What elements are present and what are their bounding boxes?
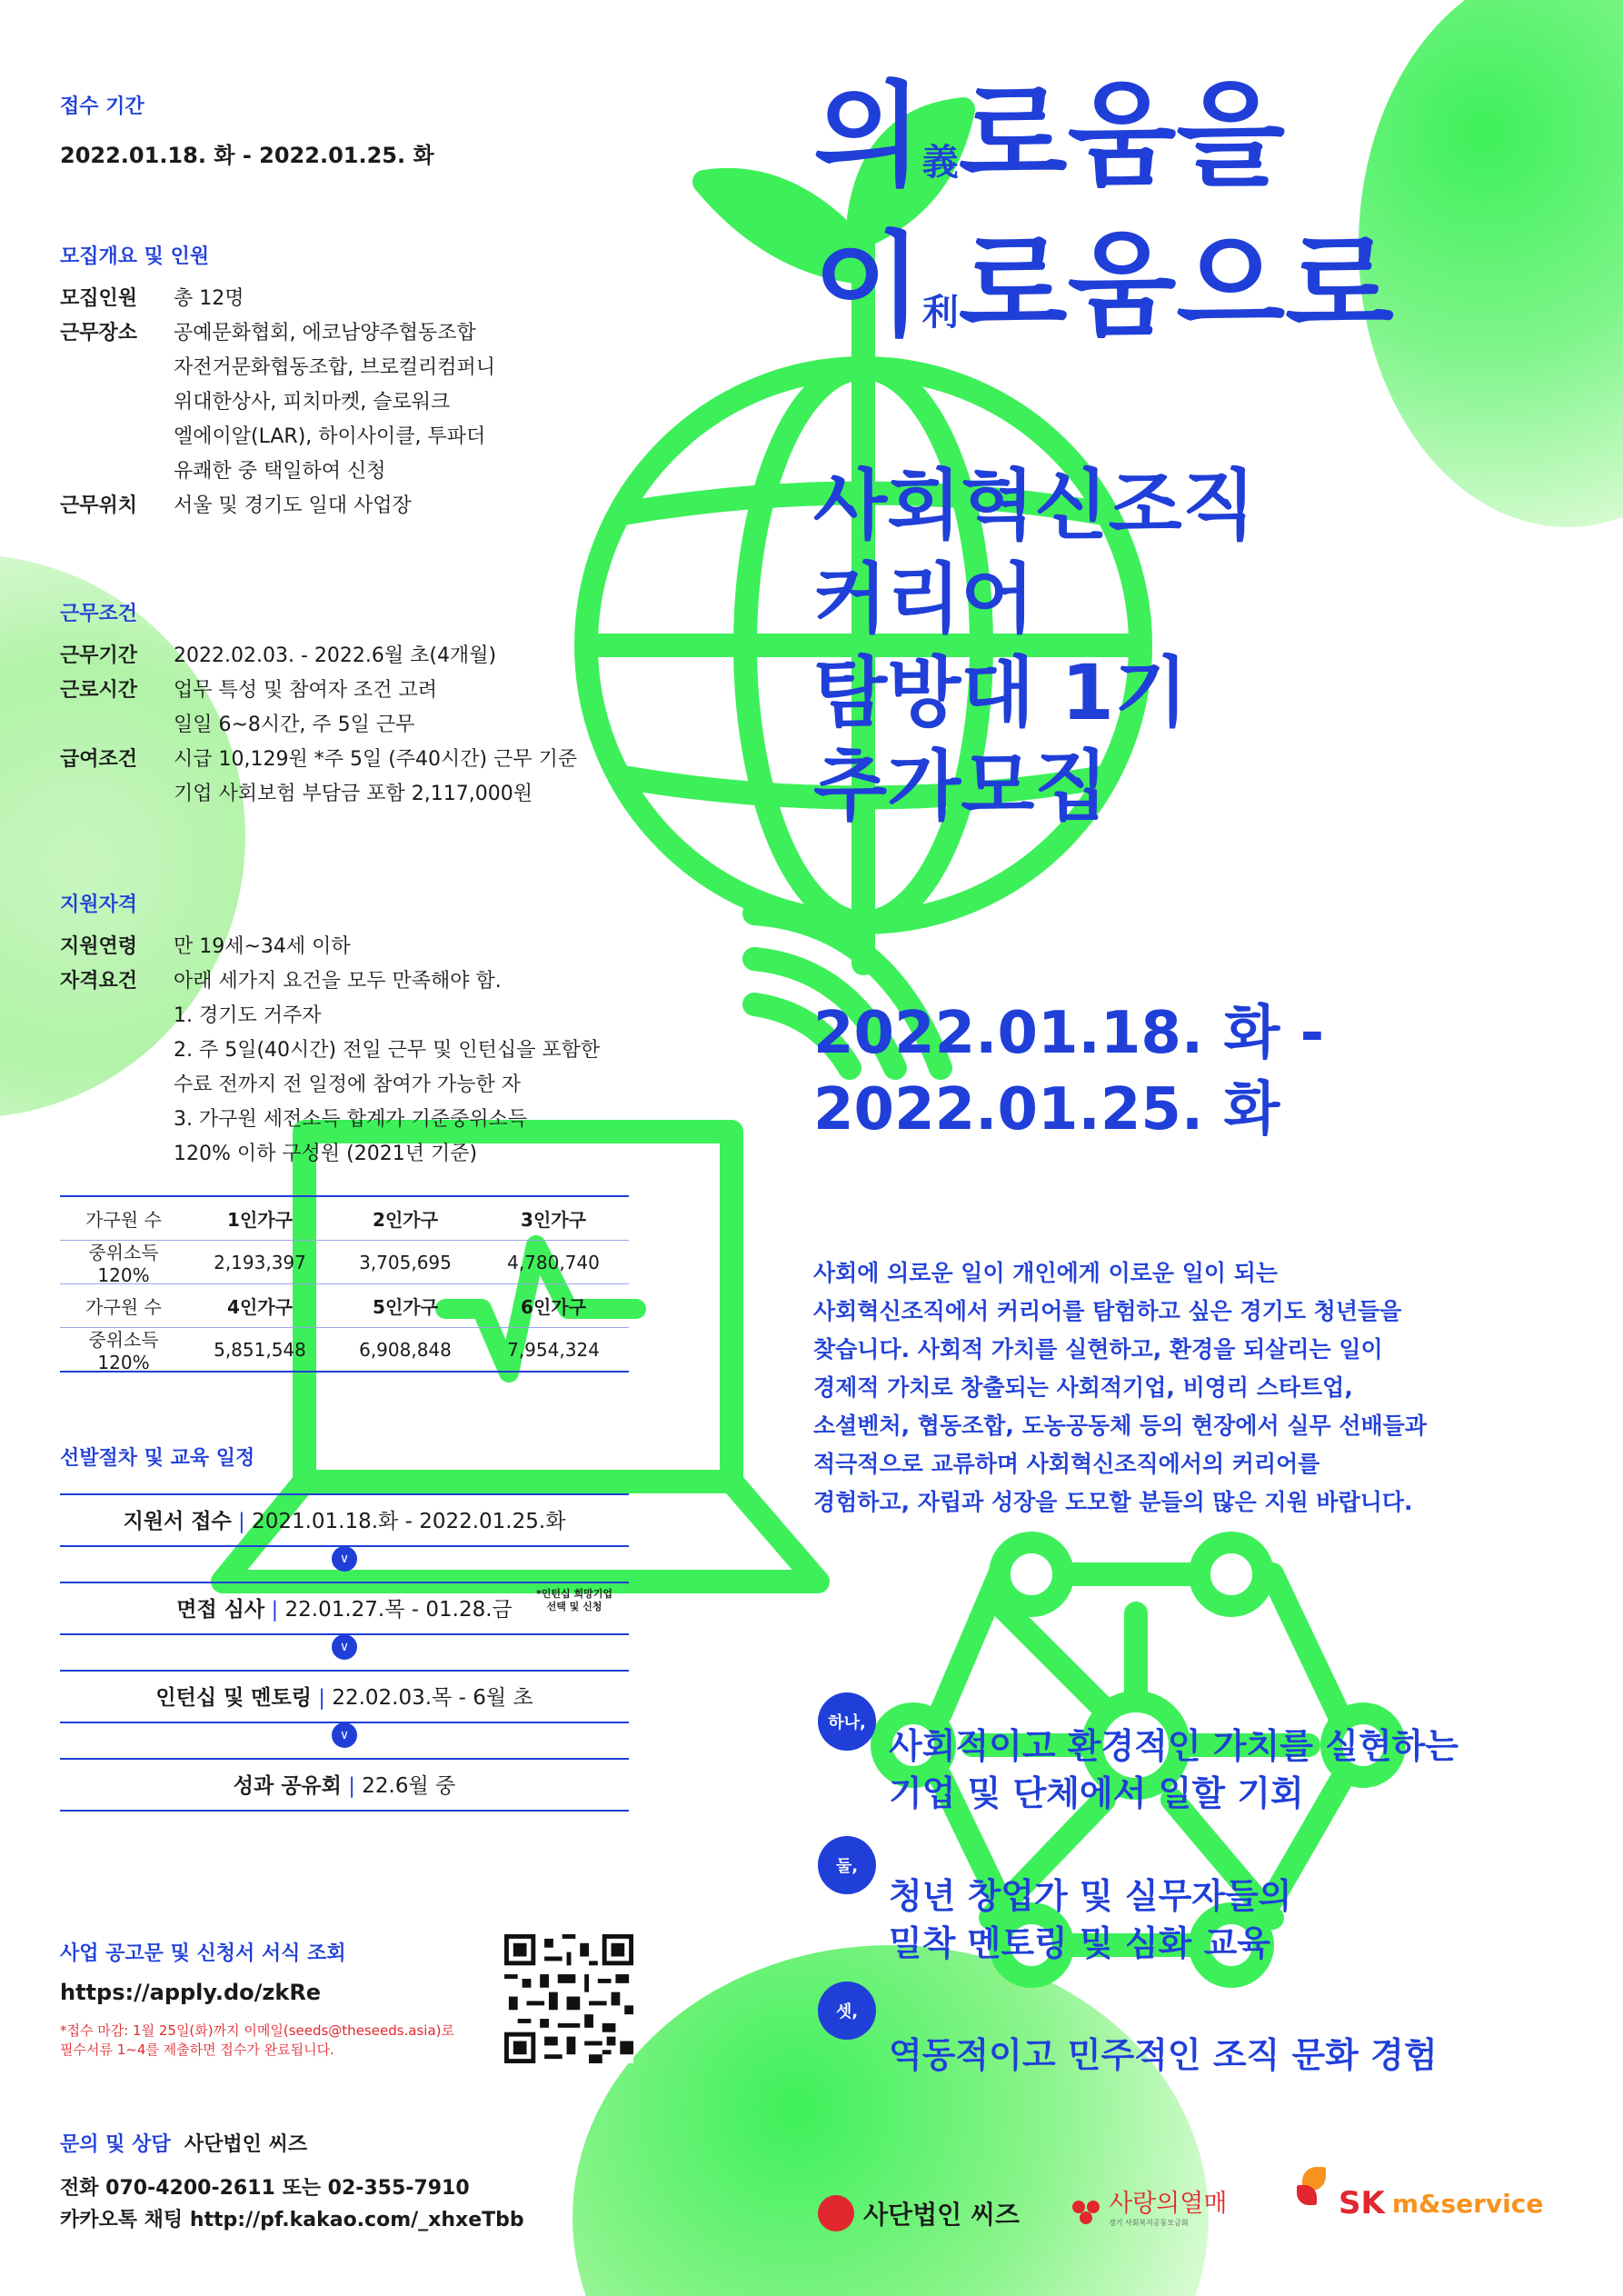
chevron-down-icon: ∨ (332, 1634, 357, 1660)
table-row (60, 1197, 629, 1240)
chest-logo-sub: 경기 사회복지공동모금회 (1109, 2219, 1189, 2227)
benefit-text: 청년 창업가 및 실무자들의 밀착 멘토링 및 심화 교육 (889, 1876, 1292, 1963)
step-name: 지원서 접수 (123, 1510, 232, 1533)
table-cell: 7,954,324 (507, 1338, 600, 1361)
table-cell: 4,780,740 (507, 1251, 600, 1273)
recruit-row (60, 489, 642, 524)
divider (60, 1758, 629, 1760)
hero-char: 이 (813, 221, 922, 352)
chevron-down-icon: ∨ (332, 1722, 357, 1748)
step-date: 22.01.27.목 - 01.28.금 (284, 1598, 513, 1622)
process-step: 면접 심사 | 22.01.27.목 - 01.28.금 (176, 1598, 513, 1622)
table-cell: 1인가구 (227, 1209, 293, 1231)
intro-text: 사회에 의로운 일이 개인에게 이로운 일이 되는 사회혁신조직에서 커리어를 탐험하고 싶은 경기도 청년들을 찾습니다. 사회적 가치를 실현하고, 환경을 되살리는 일이 경제적 가치로 창출되는 사회적기업, 비영리 스타트업, 소셜벤처, 협동조합, 도농공동체 등의 현장에서 실무 선배들과 적극적으로 교류하며 사회혁신조직에서의 커리어를 경험하고, 자립과 성장을 도모할 분들의 많은 지원 바랍니다. (813, 1260, 1427, 1515)
table-cell: 가구원 수 (85, 1296, 162, 1318)
table-cell: 4인가구 (227, 1296, 293, 1318)
table-cell: 가구원 수 (85, 1209, 162, 1231)
recruit-title: 모집개요 및 인원 (60, 245, 210, 268)
process-step: 성과 공유회 | 22.6월 중 (233, 1774, 456, 1798)
seeds-logo-icon (818, 2195, 854, 2231)
step-date: 22.6월 중 (362, 1774, 456, 1798)
benefit-number: 하나, (818, 1692, 876, 1751)
benefit-number: 셋, (818, 1982, 876, 2040)
apply-period-value: 2022.01.18. 화 - 2022.01.25. 화 (60, 143, 434, 168)
hero-dates (813, 995, 1324, 1148)
table-row (60, 1241, 629, 1286)
seeds-logo (818, 2195, 1020, 2231)
hero-title-line: 커리어 (813, 554, 1035, 644)
income-table (60, 1195, 629, 1373)
step-date: 2021.01.18.화 - 2022.01.25.화 (252, 1510, 566, 1533)
hero-hanja: 義 (921, 142, 959, 184)
notice-warning: *접수 마감: 1월 25일(화)까지 이메일(seeds@theseeds.asia)로 필수서류 1~4를 제출하면 접수가 완료됩니다. (60, 2022, 455, 2058)
recruit-row (60, 316, 642, 489)
benefit-text: 사회적이고 환경적인 가치를 실현하는 기업 및 단체에서 일할 기회 (889, 1726, 1459, 1813)
hero-hanja: 利 (921, 292, 959, 334)
sk-logo (1295, 2167, 1543, 2221)
process-step: 인턴십 및 멘토링 | 22.02.03.목 - 6월 초 (155, 1686, 533, 1710)
step-name: 성과 공유회 (233, 1774, 342, 1798)
table-row (60, 1328, 629, 1371)
table-cell: 6,908,848 (359, 1338, 452, 1361)
qualification-value: 아래 세가지 요건을 모두 만족해야 함. 1. 경기도 거주자 2. 주 5일(40시간) 전일 근무 및 인턴십을 포함한 수료 전까지 전 일정에 참여가 가능한 자 3. 가구원 세전소득 합계가 기준중위소득 120% 이하 구성원 (2021년 기준) (174, 970, 601, 1165)
conditions-value: 2022.02.03. - 2022.6월 초(4개월) (174, 644, 497, 667)
notice-title: 사업 공고문 및 신청서 서식 조회 (60, 1942, 346, 1965)
chest-logo-text: 사랑의열매 (1109, 2190, 1228, 2218)
divider (60, 1810, 629, 1812)
conditions-key: 근로시간 (60, 679, 138, 702)
chevron-down-icon: ∨ (332, 1546, 357, 1572)
contact-phone: 전화 070-4200-2611 또는 02-355-7910 (60, 2177, 470, 2200)
table-cell: 3,705,695 (359, 1251, 452, 1273)
sk-logo-service: m&service (1391, 2189, 1544, 2219)
table-cell: 3인가구 (521, 1209, 586, 1231)
apply-period-title: 접수 기간 (60, 95, 144, 118)
conditions-key: 근무기간 (60, 644, 138, 667)
table-cell: 중위소득 120% (88, 1242, 159, 1286)
hero-title-line: 추가모집 (813, 742, 1109, 831)
table-cell: 6인가구 (521, 1296, 586, 1318)
table-cell: 5인가구 (373, 1296, 438, 1318)
divider (60, 1582, 629, 1583)
recruit-value: 총 12명 (174, 287, 244, 310)
divider (60, 1493, 629, 1495)
fruit-icon (1070, 2191, 1101, 2228)
recruit-key: 근무장소 (60, 322, 138, 344)
recruit-value: 서울 및 경기도 일대 사업장 (174, 494, 412, 517)
qualification-key: 자격요건 (60, 970, 138, 993)
contact-title: 문의 및 상담 (60, 2133, 171, 2156)
hero-title-line: 사회혁신조직 (813, 461, 1256, 550)
qualification-row (60, 964, 660, 1172)
hero-word: 로움으로 (958, 221, 1394, 352)
contact-kakao-link[interactable]: 카카오톡 채팅 http://pf.kakao.com/_xhxeTbb (60, 2209, 524, 2231)
recruit-value: 공예문화협회, 에코남양주협동조합 자전거문화협동조합, 브로컬리컴퍼니 위대한상사, 피치마켓, 슬로워크 엘에이알(LAR), 하이사이클, 투파더 유쾌한 중 택일하여 신청 (174, 322, 496, 483)
conditions-title: 근무조건 (60, 603, 138, 625)
hero-date-line: 2022.01.18. 화 - (813, 1000, 1325, 1067)
step-name: 면접 심사 (176, 1598, 265, 1622)
qualification-key: 지원연령 (60, 935, 138, 958)
conditions-row (60, 639, 660, 674)
butterfly-icon (1295, 2167, 1331, 2221)
seeds-logo-text: 사단법인 씨즈 (863, 2200, 1021, 2230)
benefit-text: 역동적이고 민주적인 조직 문화 경험 (889, 2035, 1438, 2075)
process-step: 지원서 접수 | 2021.01.18.화 - 2022.01.25.화 (123, 1510, 566, 1533)
chest-logo (1070, 2191, 1227, 2228)
hero-slogan-line2 (813, 221, 1394, 379)
hero-title-line: 탐방대 1기 (813, 648, 1189, 737)
table-cell: 5,851,548 (214, 1338, 306, 1361)
table-cell: 중위소득 120% (88, 1329, 159, 1373)
contact-org: 사단법인 씨즈 (184, 2133, 308, 2156)
recruit-section (60, 241, 642, 524)
qualification-section (60, 889, 660, 1172)
process-title: 선발절차 및 교육 일정 (60, 1447, 255, 1470)
qualification-row (60, 930, 660, 964)
qualification-value: 만 19세~34세 이하 (174, 935, 351, 958)
conditions-row (60, 743, 660, 812)
hero-char: 의 (813, 71, 922, 202)
hero-date-line: 2022.01.25. 화 (813, 1076, 1280, 1143)
conditions-value: 시급 10,129원 *주 5일 (주40시간) 근무 기준 기업 사회보험 부담금 포함 2,117,000원 (174, 748, 578, 805)
step-note: *인턴십 희망기업 선택 및 신청 (536, 1588, 612, 1612)
benefit-number: 둘, (818, 1836, 876, 1894)
hero-word: 로움을 (958, 71, 1286, 202)
conditions-key: 급여조건 (60, 748, 138, 771)
contact-heading (60, 2129, 307, 2157)
recruit-key: 모집인원 (60, 287, 138, 310)
conditions-value: 업무 특성 및 참여자 조건 고려 일일 6~8시간, 주 5일 근무 (174, 679, 437, 736)
table-cell: 2,193,397 (214, 1251, 306, 1273)
apply-period-section (60, 91, 623, 169)
hero-title (813, 459, 1256, 834)
sk-logo-text: SK (1339, 2185, 1385, 2221)
qr-code-icon[interactable] (504, 1934, 633, 2063)
table-cell: 2인가구 (373, 1209, 438, 1231)
recruit-key: 근무위치 (60, 494, 138, 517)
notice-url-link[interactable]: https://apply.do/zkRe (60, 1980, 322, 2005)
conditions-row (60, 674, 660, 743)
qualification-title: 지원자격 (60, 893, 138, 916)
conditions-section (60, 598, 660, 812)
recruit-row (60, 282, 642, 316)
hero-slogan-line1 (813, 71, 1286, 229)
step-name: 인턴십 및 멘토링 (155, 1686, 312, 1710)
table-row (60, 1284, 629, 1327)
divider (60, 1670, 629, 1672)
step-date: 22.02.03.목 - 6월 초 (332, 1686, 533, 1710)
